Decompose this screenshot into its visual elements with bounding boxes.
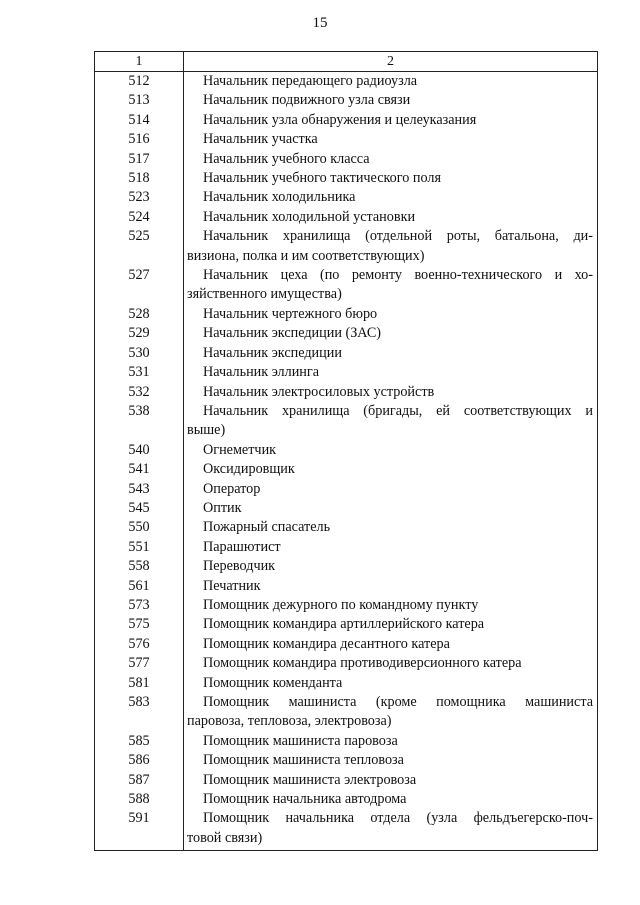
table-row [95, 188, 597, 207]
row-code: 540 [128, 441, 150, 458]
row-title-line: товой связи) [187, 829, 263, 846]
row-title: Огнеметчик [203, 441, 277, 458]
table-row [95, 693, 597, 732]
row-code: 512 [128, 73, 150, 89]
row-title-line: паровоза, тепловоза, электровоза) [187, 713, 392, 730]
table-row [95, 305, 597, 324]
table-row [95, 635, 597, 654]
row-code: 583 [128, 694, 150, 710]
row-code: 576 [128, 635, 150, 652]
header-col-1: 1 [95, 52, 184, 71]
row-title: Переводчик [203, 558, 276, 575]
table-row [95, 654, 597, 673]
table-row [95, 538, 597, 557]
table-row [95, 751, 597, 770]
table-row [95, 72, 597, 91]
row-title: Помощник дежурного по командному пункту [203, 596, 479, 613]
row-title: Начальник электросиловых устройств [203, 383, 435, 400]
row-title-line: выше) [187, 422, 226, 439]
row-title: Начальник подвижного узла связи [203, 92, 411, 109]
table-row [95, 441, 597, 460]
row-title-line: Начальник хранилища (бригады, ей соответствующих и [203, 402, 593, 419]
row-code: 518 [128, 170, 150, 187]
row-title: Начальник экспедиции (ЗАС) [203, 325, 382, 342]
row-code: 550 [128, 519, 150, 536]
row-title: Начальник холодильной установки [203, 208, 416, 225]
row-title: Помощник машиниста паровоза [203, 732, 398, 749]
table-row [95, 227, 597, 266]
table-header [95, 51, 597, 72]
row-title-line: Начальник хранилища (отдельной роты, батальона, ди- [203, 228, 593, 245]
row-title: Начальник передающего радиоузла [203, 73, 418, 89]
row-code: 573 [128, 596, 150, 613]
row-code: 585 [128, 732, 150, 749]
row-code: 561 [128, 577, 150, 594]
row-code: 541 [128, 461, 150, 478]
row-code: 545 [128, 499, 150, 516]
table-row [95, 790, 597, 809]
table-row [95, 363, 597, 382]
row-code: 523 [128, 189, 150, 206]
row-title: Начальник учебного класса [203, 150, 370, 167]
table-row [95, 809, 597, 850]
row-title: Начальник чертежного бюро [203, 305, 378, 322]
table-row [95, 383, 597, 402]
row-title: Печатник [203, 577, 261, 594]
row-title-line: Помощник машиниста (кроме помощника машиниста [203, 694, 593, 710]
table-row [95, 557, 597, 576]
table-row [95, 344, 597, 363]
row-code: 532 [128, 383, 150, 400]
row-title-line: Начальник цеха (по ремонту военно-технического и хо- [203, 267, 593, 284]
row-title: Начальник эллинга [203, 364, 320, 381]
row-title: Пожарный спасатель [203, 519, 331, 536]
table-row [95, 169, 597, 188]
row-title: Помощник машиниста тепловоза [203, 752, 404, 769]
row-code: 513 [128, 92, 150, 109]
row-title: Оксидировщик [203, 461, 295, 478]
table-row [95, 596, 597, 615]
row-code: 530 [128, 344, 150, 361]
row-code: 528 [128, 305, 150, 322]
row-title-line: визиона, полка и им соответствующих) [187, 247, 425, 264]
row-title: Помощник машиниста электровоза [203, 771, 417, 788]
row-title: Начальник участка [203, 131, 318, 148]
table-row [95, 615, 597, 634]
row-title: Начальник узла обнаружения и целеуказания [203, 111, 477, 128]
row-title [183, 402, 597, 441]
row-title: Помощник командира артиллерийского катера [203, 616, 485, 633]
row-code: 531 [128, 364, 150, 381]
row-title [183, 227, 597, 266]
row-code: 527 [128, 267, 150, 284]
row-code: 514 [128, 111, 150, 128]
positions-table [94, 51, 598, 851]
table-row [95, 732, 597, 751]
table-row [95, 130, 597, 149]
row-title: Помощник начальника автодрома [203, 791, 407, 808]
row-code: 516 [128, 131, 150, 148]
row-code: 551 [128, 538, 150, 555]
page-number: 15 [312, 15, 328, 31]
row-code: 525 [128, 228, 150, 245]
table-row [95, 208, 597, 227]
table-row [95, 460, 597, 479]
row-code: 517 [128, 150, 150, 167]
table-row [95, 266, 597, 305]
row-title: Помощник командира десантного катера [203, 635, 450, 652]
row-title: Начальник учебного тактического поля [203, 170, 441, 187]
row-code: 588 [128, 791, 150, 808]
table-body [95, 72, 597, 850]
row-code: 575 [128, 616, 150, 633]
table-row [95, 674, 597, 693]
row-title: Помощник командира противодиверсионного катера [203, 655, 522, 672]
row-code: 538 [128, 402, 150, 419]
row-code: 591 [128, 810, 150, 827]
row-code: 577 [128, 655, 150, 672]
table-row [95, 324, 597, 343]
table-row [95, 771, 597, 790]
table-row [95, 518, 597, 537]
row-title: Начальник холодильника [203, 189, 356, 206]
row-title [183, 693, 597, 732]
table-row [95, 577, 597, 596]
table-row [95, 111, 597, 130]
row-title: Парашютист [203, 538, 281, 555]
row-title [183, 266, 597, 305]
row-code: 524 [128, 208, 150, 225]
row-code: 558 [128, 558, 150, 575]
table-row [95, 480, 597, 499]
header-col-2: 2 [387, 54, 394, 69]
row-code: 529 [128, 325, 150, 342]
row-title: Оптик [203, 499, 242, 516]
row-code: 586 [128, 752, 150, 769]
row-title-line: Помощник начальника отдела (узла фельдъегерско-поч- [203, 810, 593, 827]
table-row [95, 150, 597, 169]
row-title-line: зяйственного имущества) [187, 286, 342, 303]
row-code: 581 [128, 674, 150, 691]
row-code: 587 [128, 771, 150, 788]
row-title: Оператор [203, 480, 261, 497]
row-code: 543 [128, 480, 150, 497]
row-title [183, 809, 597, 848]
row-title: Начальник экспедиции [203, 344, 342, 361]
table-row [95, 402, 597, 441]
table-row [95, 91, 597, 110]
row-title: Помощник коменданта [203, 674, 343, 691]
table-row [95, 499, 597, 518]
